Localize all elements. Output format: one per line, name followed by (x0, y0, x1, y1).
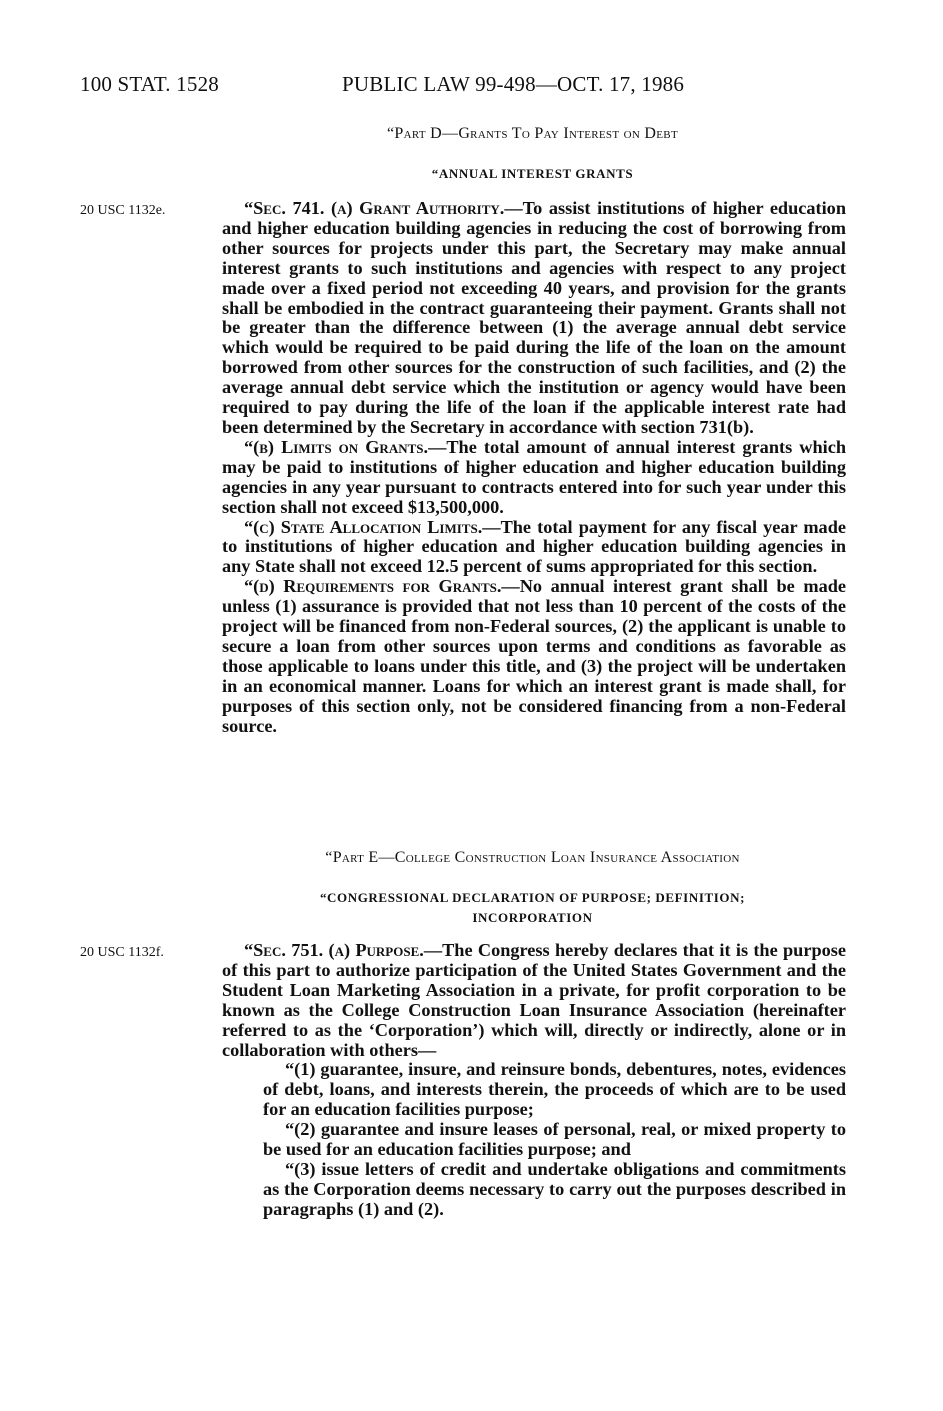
section-741-d (222, 577, 846, 736)
part-e-body (222, 941, 846, 1220)
section-741-b (222, 438, 846, 518)
section-751-lead: “Sec. 751. (a) Purpose. (244, 940, 424, 960)
list-item: “(1) guarantee, insure, and reinsure bonds, debentures, notes, evidences of debt, loans, and interests therein, the proceeds of which are to be used for an education facilities purpose; (263, 1059, 846, 1120)
list-item: “(2) guarantee and insure leases of personal, real, or mixed property to be used for an education facilities purpose; and (263, 1119, 846, 1160)
part-e-heading: “Part E—College Construction Loan Insurance Association (325, 849, 740, 866)
margin-note-1132e: 20 USC 1132e. (80, 203, 166, 218)
section-741-c-lead: “(c) State Allocation Limits. (244, 516, 483, 537)
section-741-b-text: —The total amount of annual interest grants which may be paid to institutions of higher education and higher education building agencies in any year pursuant to contracts entered into for such year under this section shall not exceed $13,500,000. (222, 436, 846, 517)
margin-note-1132f: 20 USC 1132f. (80, 945, 164, 960)
list-item: “(3) issue letters of credit and undertake obligations and commitments as the Corporation deems necessary to carry out the purposes described in paragraphs (1) and (2). (263, 1158, 846, 1219)
public-law-citation: PUBLIC LAW 99-498—OCT. 17, 1986 (342, 72, 685, 96)
part-e-subheading-line2: INCORPORATION (472, 910, 593, 925)
section-741-lead: “Sec. 741. (a) Grant Authority. (244, 198, 505, 218)
section-751-a-text: —The Congress hereby declares that it is the purpose of this part to authorize participation of the United States Government and the Student Loan Marketing Association in a private, for profit corporation to be known as the College Construction Loan Insurance Association (hereinafter referred to as the ‘Corporation’) which will, directly or indirectly, alone or in collaboration with others— (222, 940, 846, 1060)
part-d-body (222, 199, 846, 736)
part-d-subheading: “ANNUAL INTEREST GRANTS (431, 166, 634, 181)
part-e-subheading (220, 888, 845, 928)
part-e-subheading-line1: “CONGRESSIONAL DECLARATION OF PURPOSE; DEFINITION; (319, 890, 746, 905)
statute-page-number: 100 STAT. 1528 (80, 72, 219, 96)
section-741-c (222, 518, 846, 578)
section-741-c-text: —The total payment for any fiscal year made to institutions of higher education and higher education building agencies in any State shall not exceed 12.5 percent of sums appropriated for this section. (222, 516, 846, 577)
section-741-a-text: —To assist institutions of higher education and higher education building agencies in reducing the cost of borrowing from other sources for projects under this part, the Secretary may make annual interest grants to such institutions and agencies with respect to any project made over a fixed period not exceeding 40 years, and provision for the grants shall be embodied in the contract guaranteeing their payment. Grants shall not be greater than the difference between (1) the average annual debt service which would be required to be paid during the life of the loan on the amount borrowed from other sources for the construction of such facilities, and (2) the average annual debt service which the institution or agency would have been required to pay during the life of the loan if the applicable interest rate had been determined by the Secretary in accordance with section 731(b). (222, 198, 846, 437)
section-741-a (222, 199, 846, 438)
section-741-d-text: —No annual interest grant shall be made unless (1) assurance is provided that not less than 10 percent of the costs of the project will be financed from non-Federal sources, (2) the applicant is unable to secure a loan from other sources upon terms and conditions as favorable as those applicable to loans under this title, and (3) the project will be undertaken in an economical manner. Loans for which an interest grant is made shall, for purposes of this section only, not be considered financing from a non-Federal source. (222, 576, 846, 736)
section-741-d-lead: “(d) Requirements for Grants. (244, 576, 502, 597)
part-d-heading: “Part D—Grants To Pay Interest on Debt (387, 125, 678, 142)
section-741-b-lead: “(b) Limits on Grants. (244, 436, 429, 457)
section-751-a (222, 941, 846, 1060)
